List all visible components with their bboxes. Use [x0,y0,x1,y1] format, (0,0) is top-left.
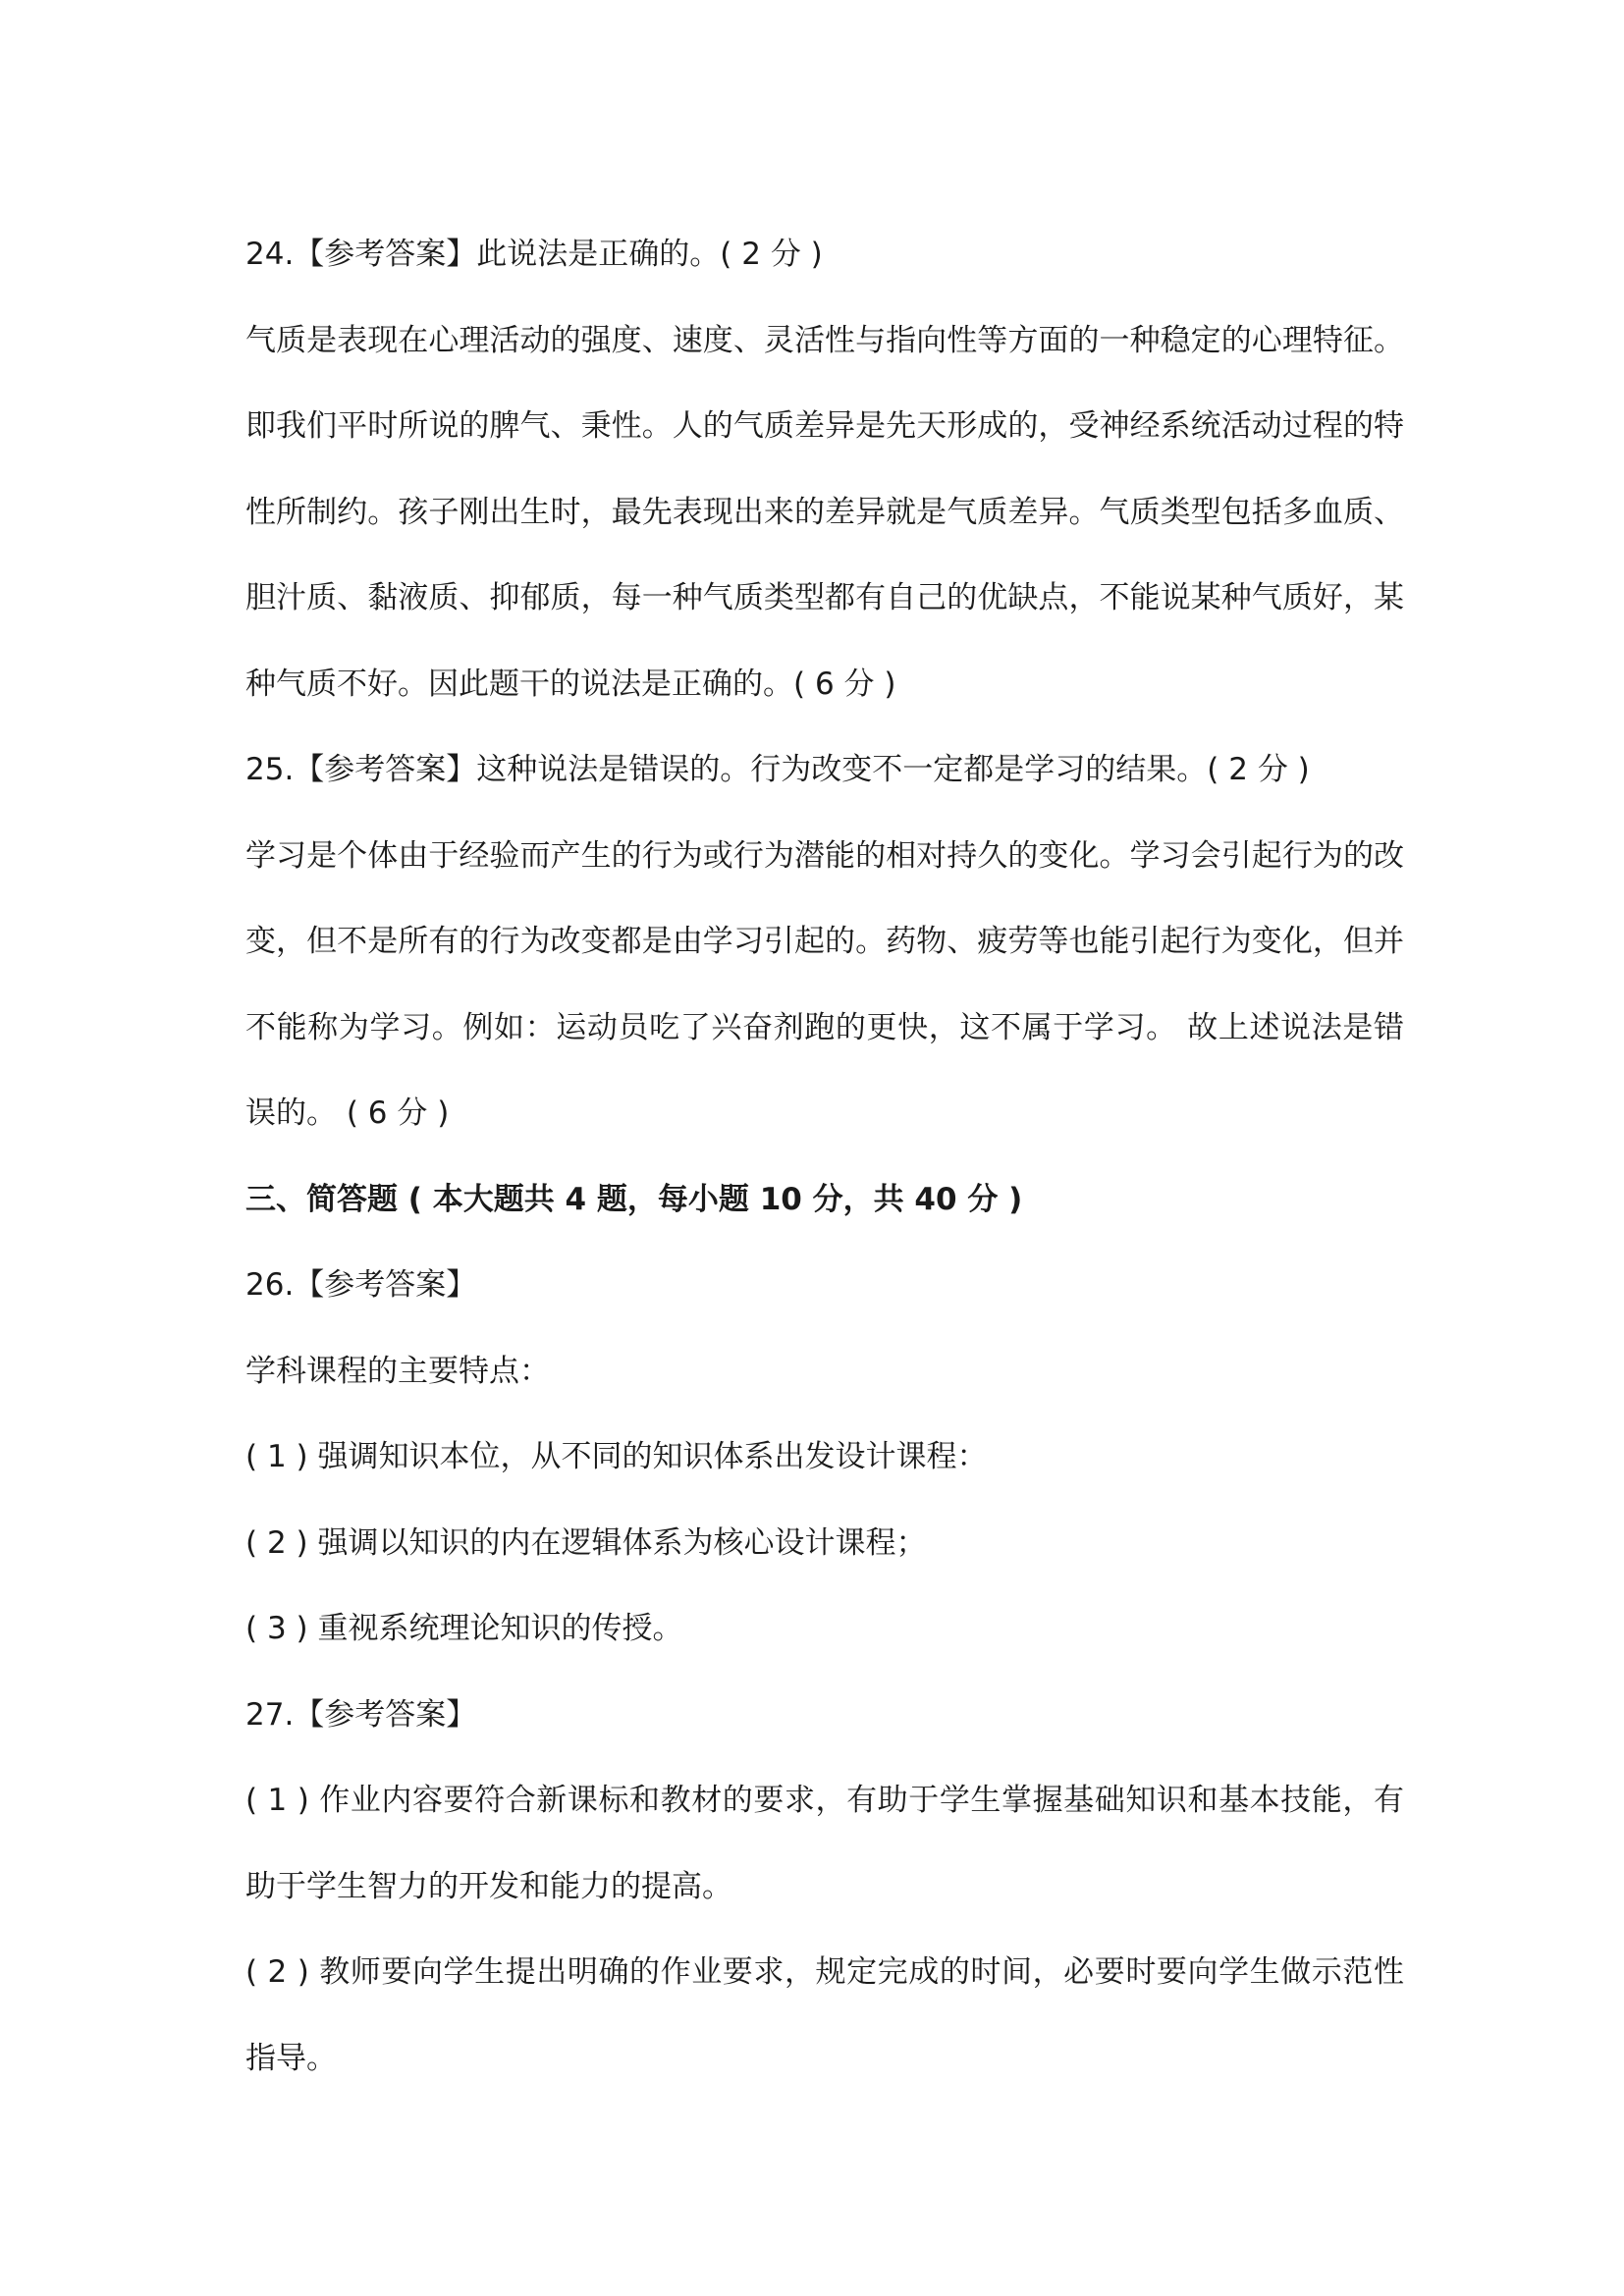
answer-25-explanation-line-4: 误的。 ( 6 分 ) [245,1095,450,1131]
answer-27-point-2-line-2: 指导。 [245,2040,337,2076]
answer-24-explanation-line-2: 即我们平时所说的脾气、秉性。人的气质差异是先天形成的，受神经系统活动过程的特 [245,408,1404,444]
answer-27-point-2-line-1: ( 2 ) 教师要向学生提出明确的作业要求，规定完成的时间，必要时要向学生做示范性 [245,1954,1404,1990]
answer-27-heading: 27.【参考答案】 [245,1696,477,1733]
answer-24-explanation-line-1: 气质是表现在心理活动的强度、速度、灵活性与指向性等方面的一种稳定的心理特征。 [245,322,1404,358]
answer-26-intro: 学科课程的主要特点： [245,1353,550,1389]
answer-25-heading: 25.【参考答案】这种说法是错误的。行为改变不一定都是学习的结果。( 2 分 ) [245,752,1310,787]
answer-24-explanation-line-4: 胆汁质、黏液质、抑郁质，每一种气质类型都有自己的优缺点，不能说某种气质好，某 [245,580,1404,615]
section-three-heading: 三、简答题 ( 本大题共 4 题，每小题 10 分，共 40 分 ) [245,1181,1023,1217]
answer-26-point-3: ( 3 ) 重视系统理论知识的传授。 [245,1611,683,1646]
answer-26-point-2: ( 2 ) 强调以知识的内在逻辑体系为核心设计课程； [245,1524,927,1561]
answer-24-explanation-line-3: 性所制约。孩子刚出生时，最先表现出来的差异就是气质差异。气质类型包括多血质、 [245,494,1404,530]
answer-26-heading: 26.【参考答案】 [245,1267,477,1303]
answer-24-explanation-line-5: 种气质不好。因此题干的说法是正确的。( 6 分 ) [245,666,896,702]
answer-27-point-1-line-1: ( 1 ) 作业内容要符合新课标和教材的要求，有助于学生掌握基础知识和基本技能，有 [245,1783,1404,1818]
answer-25-explanation-line-2: 变，但不是所有的行为改变都是由学习引起的。药物、疲劳等也能引起行为变化，但并 [245,924,1404,959]
answer-25-explanation-line-1: 学习是个体由于经验而产生的行为或行为潜能的相对持久的变化。学习会引起行为的改 [245,837,1404,874]
answer-25-explanation-line-3: 不能称为学习。例如：运动员吃了兴奋剂跑的更快，这不属于学习。 故上述说法是错 [245,1009,1404,1045]
answer-26-point-1: ( 1 ) 强调知识本位，从不同的知识体系出发设计课程： [245,1439,988,1474]
answer-content [245,212,1404,2102]
answer-24-heading: 24.【参考答案】此说法是正确的。( 2 分 ) [245,237,823,272]
answer-27-point-1-line-2: 助于学生智力的开发和能力的提高。 [245,1868,732,1904]
